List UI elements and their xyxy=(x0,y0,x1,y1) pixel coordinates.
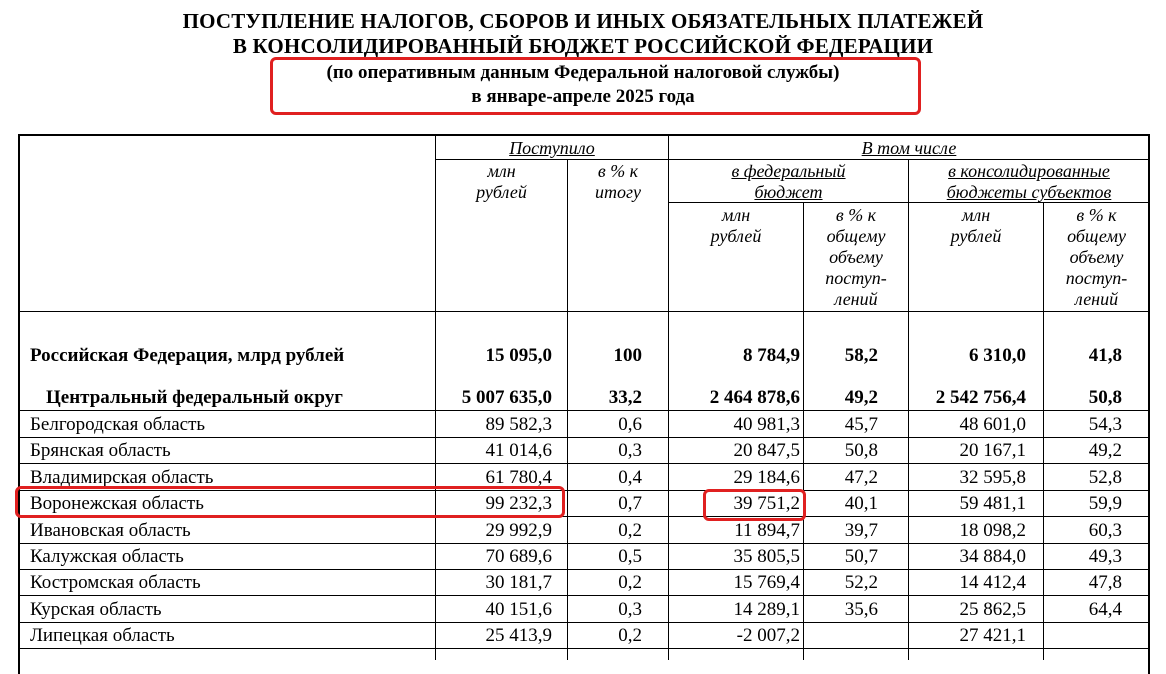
row-separator xyxy=(20,543,1149,544)
row-separator xyxy=(20,463,1149,464)
row-value-v2: 0,2 xyxy=(618,572,642,593)
header-receipts-text-2: лений xyxy=(1074,289,1119,309)
row-value-v4: 50,8 xyxy=(844,440,878,461)
header-volume-text: объему xyxy=(829,247,883,267)
header-rub-text: рублей xyxy=(476,182,527,202)
header-total-text: общему xyxy=(826,226,886,246)
row-region-name: Российская Федерация, млрд рублей xyxy=(30,345,345,366)
table-row xyxy=(20,438,1148,464)
row-value-v1: 89 582,3 xyxy=(485,414,552,435)
row-value-v3: 11 894,7 xyxy=(734,520,800,541)
table-row xyxy=(20,385,1148,411)
header-fed-pct-total xyxy=(804,205,908,310)
header-mln-rub xyxy=(436,161,567,203)
row-value-v5: 32 595,8 xyxy=(959,467,1026,488)
table-row xyxy=(20,343,1148,369)
header-mln-text: млн xyxy=(721,205,751,225)
row-value-v2: 100 xyxy=(613,345,642,366)
row-value-v4: 39,7 xyxy=(844,520,878,541)
row-value-v4: 45,7 xyxy=(844,414,878,435)
row-value-v1: 41 014,6 xyxy=(485,440,552,461)
header-subjects-text: бюджеты субъектов xyxy=(946,182,1112,202)
row-value-v6: 50,8 xyxy=(1088,387,1122,408)
row-value-v6: 54,3 xyxy=(1088,414,1122,435)
row-separator xyxy=(20,410,1149,411)
header-volume-text: объему xyxy=(1069,247,1124,267)
row-value-v6: 64,4 xyxy=(1088,599,1122,620)
doc-title-line-1: ПОСТУПЛЕНИЕ НАЛОГОВ, СБОРОВ И ИНЫХ ОБЯЗАТЕЛЬНЫХ ПЛАТЕЖЕЙ xyxy=(182,9,984,33)
row-value-v1: 15 095,0 xyxy=(485,345,552,366)
row-value-v3: 14 289,1 xyxy=(733,599,800,620)
header-subj-budget xyxy=(909,161,1149,203)
row-region-name: Курская область xyxy=(30,599,162,620)
header-pct-itogu xyxy=(568,161,668,203)
row-region-name: Брянская область xyxy=(30,440,171,461)
row-value-v2: 33,2 xyxy=(608,387,642,408)
row-value-v6: 52,8 xyxy=(1088,467,1122,488)
header-line xyxy=(435,159,1149,160)
row-value-v4: 40,1 xyxy=(844,493,878,514)
row-value-v3: 39 751,2 xyxy=(733,493,800,514)
row-value-v5: 59 481,1 xyxy=(959,493,1026,514)
header-pct-text: в % к xyxy=(597,161,639,181)
header-mln-text: млн xyxy=(487,161,516,181)
header-postupilo: Поступило xyxy=(509,138,595,158)
row-value-v4: 52,2 xyxy=(844,572,878,593)
table-row xyxy=(20,412,1148,438)
row-separator xyxy=(20,648,1149,649)
row-value-v1: 40 151,6 xyxy=(485,599,552,620)
row-separator xyxy=(20,437,1149,438)
header-budget-text: бюджет xyxy=(754,182,823,202)
row-value-v3: 40 981,3 xyxy=(733,414,800,435)
row-region-name: Калужская область xyxy=(30,546,184,567)
row-region-name: Костромская область xyxy=(30,572,201,593)
row-value-v1: 99 232,3 xyxy=(485,493,552,514)
row-value-v3: 29 184,6 xyxy=(733,467,800,488)
row-value-v3: 20 847,5 xyxy=(733,440,800,461)
row-value-v5: 6 310,0 xyxy=(969,345,1026,366)
row-value-v1: 5 007 635,0 xyxy=(461,387,552,408)
row-separator xyxy=(20,622,1149,623)
row-value-v2: 0,7 xyxy=(618,493,642,514)
row-value-v1: 61 780,4 xyxy=(485,467,552,488)
row-value-v6: 47,8 xyxy=(1088,572,1122,593)
row-value-v5: 18 098,2 xyxy=(959,520,1026,541)
table-row xyxy=(20,544,1148,570)
row-value-v6: 49,2 xyxy=(1088,440,1122,461)
row-value-v6: 60,3 xyxy=(1088,520,1122,541)
header-line xyxy=(20,311,1149,312)
header-pct-text: в % к xyxy=(1076,205,1117,225)
row-value-v2: 0,2 xyxy=(618,520,642,541)
row-region-name: Белгородская область xyxy=(30,414,206,435)
header-total-text: общему xyxy=(1067,226,1126,246)
row-value-v4: 49,2 xyxy=(844,387,878,408)
row-value-v1: 25 413,9 xyxy=(485,625,552,646)
row-value-v5: 2 542 756,4 xyxy=(935,387,1026,408)
row-value-v3: 8 784,9 xyxy=(743,345,800,366)
header-rub-text: рублей xyxy=(950,226,1002,246)
header-receipts-text-2: лений xyxy=(834,289,878,309)
row-value-v3: 15 769,4 xyxy=(733,572,800,593)
row-value-v1: 29 992,9 xyxy=(485,520,552,541)
header-subj-mln-rub xyxy=(909,205,1043,247)
table-row xyxy=(20,491,1148,517)
row-value-v2: 0,2 xyxy=(618,625,642,646)
row-value-v5: 48 601,0 xyxy=(959,414,1026,435)
header-subj-pct-total xyxy=(1044,205,1149,310)
row-value-v4: 47,2 xyxy=(844,467,878,488)
row-separator xyxy=(20,595,1149,596)
header-receipts-text-1: поступ- xyxy=(825,268,887,288)
header-fed-text: в федеральный xyxy=(731,161,846,181)
row-region-name: Владимирская область xyxy=(30,467,214,488)
row-value-v6: 41,8 xyxy=(1088,345,1122,366)
header-rub-text: рублей xyxy=(710,226,762,246)
row-value-v5: 25 862,5 xyxy=(959,599,1026,620)
header-itogu-text: итогу xyxy=(594,182,641,202)
row-separator xyxy=(20,490,1149,491)
header-pct-text: в % к xyxy=(835,205,877,225)
row-value-v3: 2 464 878,6 xyxy=(709,387,800,408)
row-separator xyxy=(20,516,1149,517)
header-v-tom-chisle: В том числе xyxy=(861,138,957,158)
row-separator xyxy=(20,569,1149,570)
row-value-v1: 30 181,7 xyxy=(485,572,552,593)
row-value-v4: 50,7 xyxy=(844,546,878,567)
header-mln-text: млн xyxy=(961,205,991,225)
row-value-v6: 59,9 xyxy=(1088,493,1122,514)
doc-title-line-2: В КОНСОЛИДИРОВАННЫЙ БЮДЖЕТ РОССИЙСКОЙ ФЕДЕРАЦИИ xyxy=(232,34,934,58)
row-value-v4: 58,2 xyxy=(844,345,878,366)
row-value-v2: 0,4 xyxy=(618,467,642,488)
row-value-v2: 0,5 xyxy=(618,546,642,567)
row-value-v4 xyxy=(805,623,878,649)
table-row xyxy=(20,623,1148,649)
header-consolidated-text: в консолидированные xyxy=(948,161,1110,181)
table-row xyxy=(20,597,1148,623)
row-value-v5: 34 884,0 xyxy=(959,546,1026,567)
row-value-v6: 49,3 xyxy=(1088,546,1122,567)
header-fed-mln-rub xyxy=(669,205,803,247)
row-region-name: Центральный федеральный округ xyxy=(46,387,343,408)
row-region-name: Воронежская область xyxy=(30,493,204,514)
table-row xyxy=(20,518,1148,544)
doc-subtitle-line-1: (по оперативным данным Федеральной налоговой службы) xyxy=(326,62,840,83)
row-value-v1: 70 689,6 xyxy=(485,546,552,567)
row-value-v6 xyxy=(1044,623,1122,649)
row-value-v2: 0,3 xyxy=(618,440,642,461)
row-region-name: Ивановская область xyxy=(30,520,191,541)
row-value-v5: 20 167,1 xyxy=(959,440,1026,461)
row-value-v3: -2 007,2 xyxy=(736,625,800,646)
row-value-v5: 14 412,4 xyxy=(959,572,1026,593)
doc-subtitle-line-2: в январе-апреле 2025 года xyxy=(471,86,695,107)
row-region-name: Липецкая область xyxy=(30,625,175,646)
header-receipts-text-1: поступ- xyxy=(1065,268,1128,288)
row-value-v4: 35,6 xyxy=(844,599,878,620)
row-value-v2: 0,6 xyxy=(618,414,642,435)
header-fed-budget xyxy=(669,161,908,203)
table-row xyxy=(20,570,1148,596)
row-value-v3: 35 805,5 xyxy=(733,546,800,567)
row-value-v5: 27 421,1 xyxy=(959,625,1026,646)
row-value-v2: 0,3 xyxy=(618,599,642,620)
table-row xyxy=(20,465,1148,491)
